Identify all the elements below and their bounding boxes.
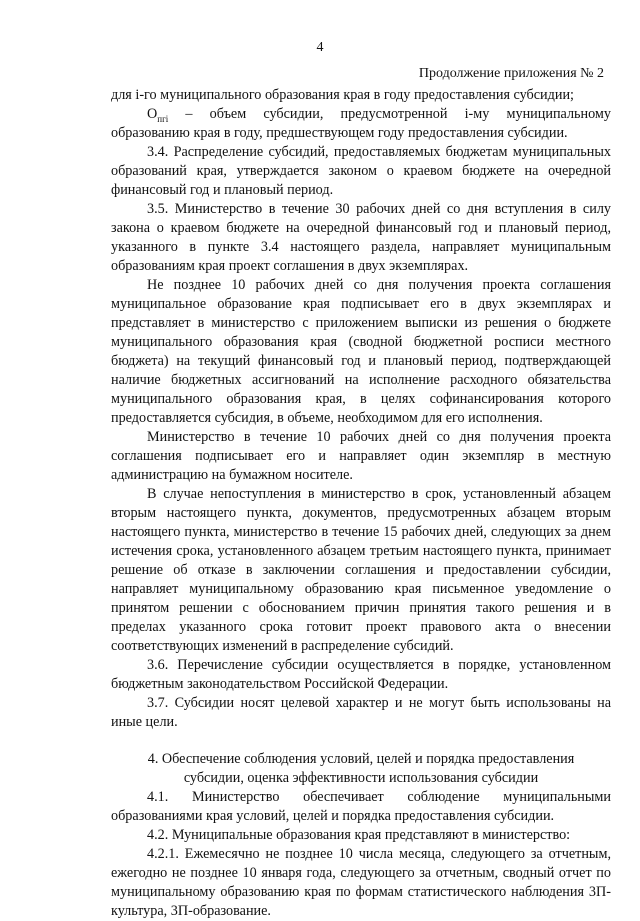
- variable-symbol: O: [147, 106, 158, 122]
- document-body: [111, 86, 611, 921]
- paragraph-3-5-fourth: В случае непоступления в министерство в срок, установленный абзацем вторым настоящего пункта, документов, предусмотренных абзацем вторым настоящего пункта, министерство в течение 15 рабочих дней, следующих за днем истечения срока, установленного абзацем третьим настоящего пункта, принимает решение об отказе в заключении соглашения и предоставлении субсидии, направляет муниципальному образованию края письменное уведомление о принятом решении с обоснованием причин принятия такого решения и в пределах указанного срока готовит проект правового акта о внесении соответствующих изменений в распределение субсидий.: [111, 486, 611, 654]
- page-number: 4: [316, 40, 324, 55]
- paragraph-4-2: 4.2. Муниципальные образования края представляют в министерство:: [147, 827, 571, 843]
- paragraph-formula-tail: для i-го муниципального образования края в году предоставления субсидии;: [111, 87, 574, 103]
- variable-subscript: пгi: [157, 113, 169, 124]
- paragraph-3-6: 3.6. Перечисление субсидии осуществляется в порядке, установленном бюджетным законодательством Российской Федерации.: [111, 657, 611, 692]
- paragraph-3-5-third: Министерство в течение 10 рабочих дней со дня получения проекта соглашения подписывает его и направляет один экземпляр в местную администрацию на бумажном носителе.: [111, 429, 611, 483]
- paragraph-3-5-second: Не позднее 10 рабочих дней со дня получения проекта соглашения муниципальное образование края подписывает его в двух экземплярах и представляет в министерство с приложением выписки из решения о бюджете муниципального образования края (сводной бюджетной росписи местного бюджета) на текущий финансовый год и плановый период, подтверждающей наличие бюджетных ассигнований на исполнение расходного обязательства муниципального образования края, в целях софинансирования которого предоставляется субсидия, в объеме, необходимом для его исполнения.: [111, 277, 611, 426]
- paragraph-4-2-1: 4.2.1. Ежемесячно не позднее 10 числа месяца, следующего за отчетным, ежегодно не позднее 10 января года, следующего за отчетным, сводный отчет по муниципальному образованию края по формам статистического наблюдения 3П-культура, 3П-образование.: [111, 846, 611, 919]
- paragraph-variable-definition: [111, 105, 611, 143]
- paragraph-4-1: 4.1. Министерство обеспечивает соблюдение муниципальными образованиями края условий, целей и порядка предоставления субсидии.: [111, 789, 611, 824]
- variable-definition-text: – объем субсидии, предусмотренной i-му муниципальному образованию края в году, предшествующем году предоставления субсидии.: [111, 106, 611, 141]
- section-4-heading: 4. Обеспечение соблюдения условий, целей и порядка предоставления субсидии, оценка эффективности использования субсидии: [147, 751, 575, 786]
- appendix-continuation-note: Продолжение приложения № 2: [418, 66, 604, 81]
- paragraph-3-4: 3.4. Распределение субсидий, предоставляемых бюджетам муниципальных образований края, утверждается законом о краевом бюджете на очередной финансовый год и плановый период.: [111, 144, 611, 198]
- paragraph-3-5: 3.5. Министерство в течение 30 рабочих дней со дня вступления в силу закона о краевом бюджете на очередной финансовый год и плановый период, указанного в пункте 3.4 настоящего раздела, направляет муниципальным образованиям края проект соглашения в двух экземплярах.: [111, 201, 611, 274]
- paragraph-3-7: 3.7. Субсидии носят целевой характер и не могут быть использованы на иные цели.: [111, 695, 611, 730]
